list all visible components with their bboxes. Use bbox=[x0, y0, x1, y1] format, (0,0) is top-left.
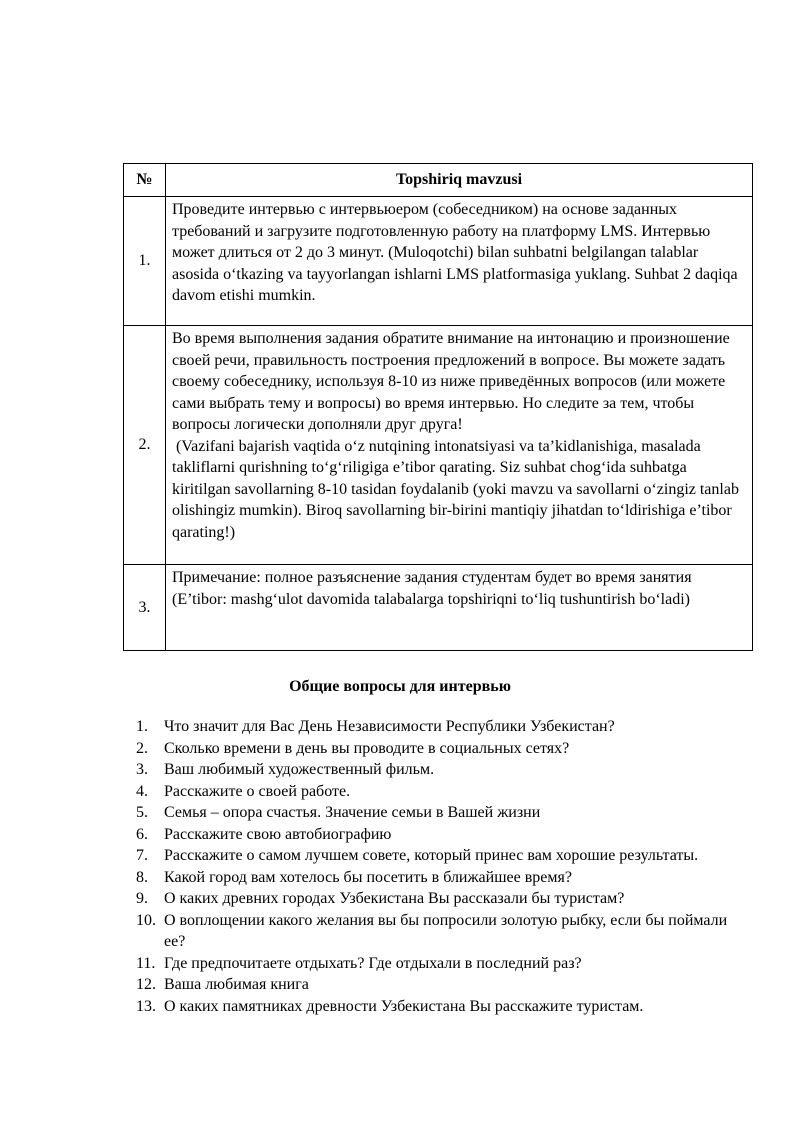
list-item bbox=[136, 802, 751, 824]
list-item bbox=[136, 996, 751, 1018]
task-paragraph: Проведите интервью с интервьюером (собеседником) на основе заданных требований и загрузите подготовленную работу на платформу LMS. Интервью может длиться от 2 до 3 минут. (Muloqotchi) bilan suhbatni belgilangan talablar asosida o‘tkazing va tayyorlangan ishlarni LMS platformasiga yuklang. Suhbat 2 daqiqa davom etishi mumkin. bbox=[172, 201, 742, 304]
question-number: 6. bbox=[136, 825, 148, 843]
number-column-header: № bbox=[124, 164, 166, 197]
question-text: Что значит для Вас День Независимости Республики Узбекистан? bbox=[164, 718, 615, 735]
table-row bbox=[124, 326, 753, 565]
question-text: Где предпочитаете отдыхать? Где отдыхали в последний раз? bbox=[164, 954, 582, 972]
task-description bbox=[166, 197, 753, 326]
list-item bbox=[136, 845, 751, 867]
list-item bbox=[136, 738, 751, 760]
question-text: Сколько времени в день вы проводите в социальных сетях? bbox=[164, 739, 570, 757]
question-text: Семья – опора счастья. Значение семьи в Вашей жизни bbox=[164, 804, 541, 821]
task-description bbox=[166, 565, 753, 651]
task-description bbox=[166, 326, 753, 565]
question-number: 9. bbox=[136, 890, 148, 907]
question-number: 4. bbox=[136, 782, 148, 800]
question-number: 7. bbox=[136, 847, 148, 864]
row-number: 2. bbox=[124, 326, 166, 565]
question-text: Ваш любимый художественный фильм. bbox=[164, 761, 435, 778]
question-number: 12. bbox=[136, 976, 156, 993]
task-table bbox=[123, 163, 753, 651]
table-row bbox=[124, 565, 753, 651]
list-item bbox=[136, 910, 751, 953]
topic-column-header: Topshiriq mavzusi bbox=[166, 164, 753, 197]
question-number: 8. bbox=[136, 868, 148, 886]
question-number: 11. bbox=[136, 954, 156, 972]
row-number: 3. bbox=[124, 565, 166, 651]
list-item bbox=[136, 974, 751, 996]
questions-title: Общие вопросы для интервью bbox=[289, 678, 511, 695]
list-item bbox=[136, 888, 751, 910]
list-item bbox=[136, 759, 751, 781]
task-paragraph: Во время выполнения задания обратите внимание на интонацию и произношение своей речи, правильность построения предложений в вопросе. Вы можете задать своему собеседнику, используя 8-10 из ниже приведённых вопросов (или можете сами выбрать тему и вопросы) во время интервью. Но следите за тем, чтобы вопросы логически дополняли друг друга! bbox=[172, 330, 734, 433]
question-number: 1. bbox=[136, 718, 148, 735]
question-text: О каких памятниках древности Узбекистана Вы расскажите туристам. bbox=[164, 997, 644, 1015]
task-paragraph: Примечание: полное разъяснение задания студентам будет во время занятия bbox=[172, 569, 692, 586]
list-item bbox=[136, 781, 751, 803]
question-number: 5. bbox=[136, 804, 148, 821]
list-item bbox=[136, 824, 751, 846]
question-text: Ваша любимая книга bbox=[164, 976, 309, 993]
task-paragraph: (Vazifani bajarish vaqtida o‘z nutqining intonatsiyasi va ta’kidlanishiga, masalada takliflarni qurishning to‘g‘riligiga e’tibor qarating. Siz suhbat chog‘ida suhbatga kiritilgan savollarning 8-10 tasidan foydalanib (yoki mavzu va savollarni o‘zingiz tanlab olishingiz mumkin). Biroq savollarning bir-birini mantiqiy jihatdan to‘ldirishiga e’tibor qarating!) bbox=[172, 437, 743, 541]
row-number: 1. bbox=[124, 197, 166, 326]
question-text: О каких древних городах Узбекистана Вы рассказали бы туристам? bbox=[164, 890, 625, 907]
list-item bbox=[136, 716, 751, 738]
question-text: Расскажите о самом лучшем совете, который принес вам хорошие результаты. bbox=[164, 847, 699, 864]
questions-list bbox=[136, 716, 751, 1017]
question-text: Расскажите о своей работе. bbox=[164, 782, 351, 800]
question-text: Расскажите свою автобиографию bbox=[164, 825, 392, 843]
table-row bbox=[124, 197, 753, 326]
task-paragraph: (E’tibor: mashg‘ulot davomida talabalarga topshiriqni to‘liq tushuntirish bo‘ladi) bbox=[172, 590, 690, 608]
question-number: 2. bbox=[136, 739, 148, 757]
list-item bbox=[136, 953, 751, 975]
question-text: О воплощении какого желания вы бы попросили золотую рыбку, если бы поймали ее? bbox=[164, 911, 728, 950]
question-number: 13. bbox=[136, 997, 156, 1015]
question-number: 3. bbox=[136, 761, 148, 778]
question-number: 10. bbox=[136, 911, 156, 929]
question-text: Какой город вам хотелось бы посетить в ближайшее время? bbox=[164, 868, 572, 886]
list-item bbox=[136, 867, 751, 889]
table-header-row bbox=[124, 164, 753, 197]
